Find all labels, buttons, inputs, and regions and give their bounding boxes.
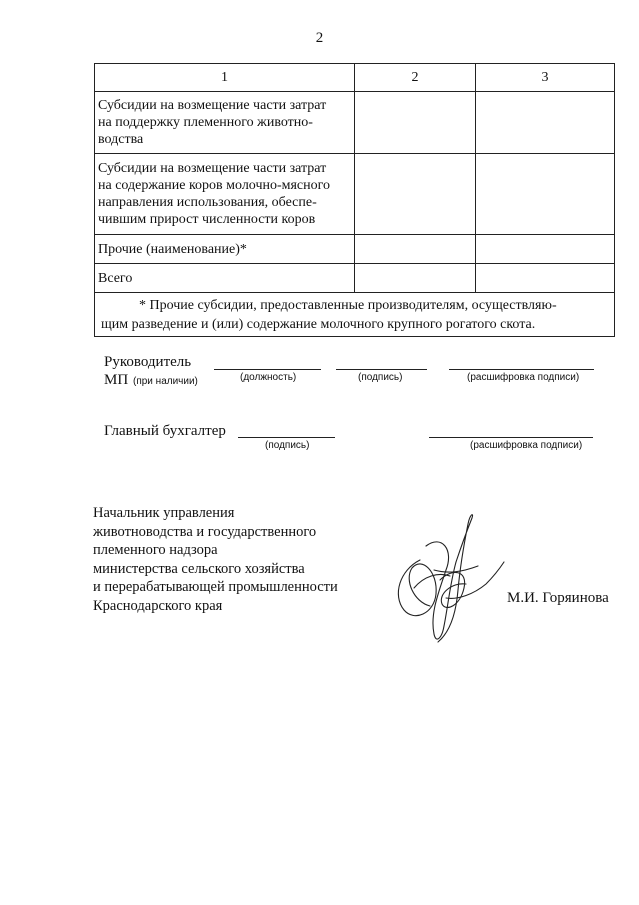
mp-hint: (при наличии) (133, 376, 198, 387)
chief-accountant-label: Главный бухгалтер (104, 423, 226, 439)
accountant-signature-caption: (подпись) (265, 440, 310, 451)
table-row (95, 264, 615, 293)
row-cell-col-3 (476, 154, 615, 235)
row-cell-col-2 (355, 154, 476, 235)
row-cell-col-3 (476, 235, 615, 264)
row-cell-col-3 (476, 92, 615, 154)
footnote-line: щим разведение и (или) содержание молочного крупного рогатого скота. (101, 316, 536, 332)
row-label-line: направления использования, обеспе- (98, 195, 317, 210)
row-label-line: Субсидии на возмещение части затрат (98, 98, 327, 113)
approver-title-line: и перерабатывающей промышленности (93, 579, 338, 595)
signature-caption: (подпись) (358, 372, 403, 383)
accountant-decode-line (429, 437, 593, 438)
footnote-cell (95, 293, 615, 337)
decode-caption: (расшифровка подписи) (467, 372, 580, 383)
mp-label: МП (104, 372, 129, 388)
row-cell-col-2 (355, 92, 476, 154)
row-cell-col-3 (476, 264, 615, 293)
row-label-line: на содержание коров молочно-мясного (98, 178, 331, 193)
row-label-line: Прочие (наименование)* (98, 241, 247, 257)
row-label-line: Всего (98, 270, 133, 286)
head-label: Руководитель (104, 354, 192, 370)
accountant-decode-caption: (расшифровка подписи) (470, 440, 583, 451)
approver-title-line: животноводства и государственного (93, 523, 317, 540)
approver-title-line: племенного надзора (93, 542, 218, 558)
handwritten-signature (390, 510, 510, 650)
page-number: 2 (315, 30, 324, 46)
signature-line (336, 369, 427, 370)
header-col-2: 2 (355, 64, 476, 92)
table-row (95, 235, 615, 264)
header-col-1: 1 (95, 64, 355, 92)
row-cell-col-2 (355, 264, 476, 293)
table-row (95, 92, 615, 154)
position-line (214, 369, 321, 370)
row-label-line: Субсидии на возмещение части затрат (98, 161, 327, 176)
approver-title-line: Краснодарского края (93, 597, 223, 614)
accountant-signature-line (238, 437, 335, 438)
row-label (95, 235, 355, 264)
decode-line (449, 369, 594, 370)
row-label (95, 92, 355, 154)
approver-name: М.И. Горяинова (507, 590, 609, 606)
subsidy-table (94, 63, 615, 337)
row-label (95, 264, 355, 293)
approver-title (93, 504, 338, 615)
row-label-line: водства (98, 132, 144, 147)
approver-title-line: министерства сельского хозяйства (93, 560, 305, 577)
row-label-line: чившим прирост численности коров (98, 212, 316, 227)
row-label-line: на поддержку племенного животно- (98, 115, 313, 130)
row-cell-col-2 (355, 235, 476, 264)
table-row (95, 154, 615, 235)
position-caption: (должность) (240, 372, 297, 383)
row-label (95, 154, 355, 235)
header-col-3: 3 (476, 64, 615, 92)
footnote-line: * Прочие субсидии, предоставленные производителям, осуществляю- (139, 297, 557, 313)
approver-title-line: Начальник управления (93, 505, 235, 521)
table-header-row (95, 64, 615, 92)
footnote-row (95, 293, 615, 337)
